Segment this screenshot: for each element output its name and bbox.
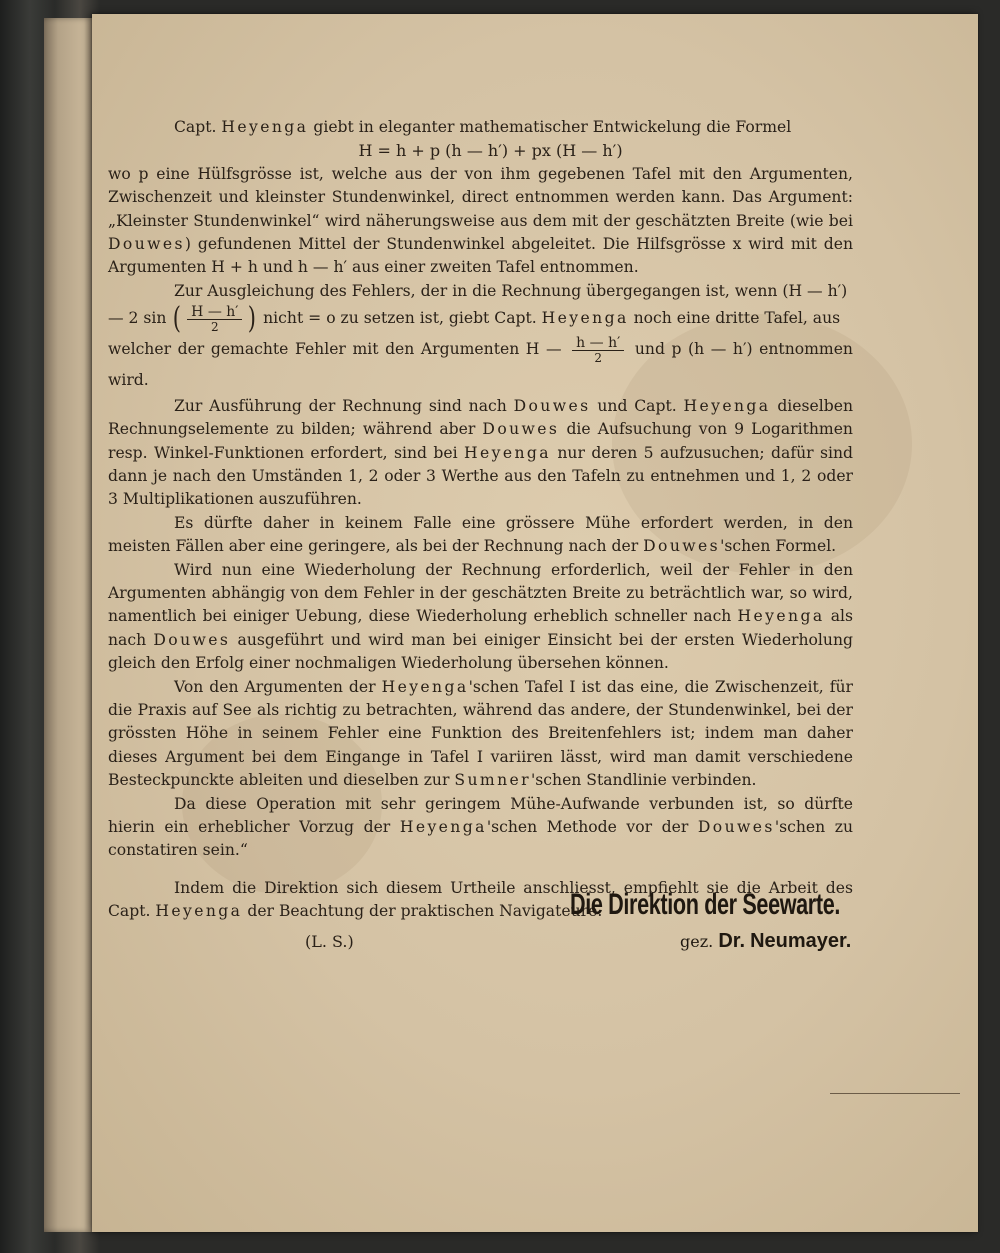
text-run: ausgeführt und wird man bei einiger Einsicht bei der ersten Wiederholung gleich den Erfolg einer nochmaligen Wiederholung übersehen können. — [108, 630, 853, 673]
fraction-1-denominator: 2 — [210, 319, 219, 334]
paragraph-3b — [108, 301, 853, 337]
spaced-name: Douwes — [482, 420, 560, 439]
paragraph-6 — [108, 559, 853, 676]
text-run: Da diese Operation mit sehr geringem Mühe-Aufwande verbunden ist, so dürfte hierin ein erheblicher Vorzug der — [108, 794, 853, 837]
spaced-name: Heyenga — [737, 607, 825, 626]
text-run: und Capt. — [590, 396, 684, 415]
spaced-name: Douwes — [153, 630, 231, 649]
text-run: 'schen Tafel I ist das eine, die Zwischenzeit, für die Praxis auf See als richtig zu betrachten, während das andere, der Stundenwinkel, bei der grössten Höhe in seinem Fehler eine Funktion des Breitenfehlers ist; indem man daher dieses Argument bei dem Eingange in Tafel I variiren lässt, wird man damit verschiedene Besteckpunckte ableiten und dieselben zur — [108, 677, 853, 790]
dr-title: Dr. — [718, 930, 746, 952]
spaced-name: Douwes — [108, 235, 185, 254]
text-run: 'schen Formel. — [720, 537, 837, 556]
text-run: Es dürfte daher in keinem Falle eine grössere Mühe erfordert werden, in den meisten Fällen aber eine geringere, als bei der Rechnung nach der — [108, 513, 853, 556]
text-run: ) gefundenen Mittel der Stundenwinkel abgeleitet. Die Hilfsgrösse x wird mit den Argumenten H + h und h — h′ aus einer zweiten Tafel entnommen. — [108, 235, 853, 277]
signature-block — [570, 888, 890, 953]
spaced-name: Heyenga — [399, 818, 487, 837]
text-run: wo p eine Hülfsgrösse ist, welche aus der von ihm gegebenen Tafel mit den Argumenten, Zwischenzeit und kleinster Stundenwinkel, direct entnommen werden kann. Das Argument: „Kleinster Stundenwinkel“ wird näherungsweise aus dem mit der geschätzten Breite (wie bei — [108, 164, 853, 230]
fraction-2 — [572, 336, 624, 365]
paragraph-3a: Zur Ausgleichung des Fehlers, der in die Rechnung übergegangen ist, wenn (H — h′) — [174, 281, 848, 300]
formula-main: H = h + p (h — h′) + px (H — h′) — [358, 141, 623, 161]
text-run: giebt in eleganter mathematischer Entwickelung die Formel — [308, 118, 792, 136]
closing-rule — [830, 1093, 960, 1094]
signatory-name: Neumayer. — [750, 930, 852, 952]
text-run: 'schen zu constatiren sein.“ — [108, 818, 853, 860]
spaced-name: Douwes — [697, 818, 775, 837]
p3b-suffix-1: nicht = o zu setzen ist, giebt Capt. — [258, 309, 542, 328]
gez-label: gez. — [680, 932, 714, 951]
text-run: Wird nun eine Wiederholung der Rechnung erforderlich, weil der Fehler in den Argumenten abhängig von dem Fehler in der geschätzten Breite zu beträchtlich war, so wird, namentlich bei einiger Uebung, diese Wiederholung erheblich schneller nach — [108, 560, 853, 626]
p3c-prefix: welcher der gemachte Fehler mit den Argumenten H — — [108, 340, 562, 359]
spaced-name: Heyenga — [221, 118, 309, 136]
spaced-name: Heyenga — [464, 443, 551, 462]
paragraph-5 — [108, 512, 853, 559]
text-run: Capt. — [174, 118, 222, 136]
fraction-1 — [187, 305, 242, 334]
spaced-name: Douwes — [643, 537, 721, 556]
signature-title: Die Direktion der Seewarte. — [570, 888, 840, 921]
p3c-suffix: und p (h — h′) entnommen wird. — [108, 340, 853, 389]
text-run: die Aufsuchung von 9 Logarithmen resp. Winkel-Funktionen erfordert, sind bei — [108, 420, 853, 462]
paragraph-3c — [108, 334, 853, 395]
paragraph-2 — [108, 163, 853, 280]
spaced-name: Heyenga — [683, 396, 771, 415]
fraction-2-denominator: 2 — [594, 350, 603, 365]
paragraph-7 — [108, 676, 853, 793]
text-run: Von den Argumenten der — [174, 677, 382, 696]
text-run: als nach — [108, 607, 853, 649]
fraction-1-numerator: H — h′ — [187, 305, 242, 320]
spaced-name: Sumner — [454, 771, 532, 790]
text-run: 'schen Standlinie verbinden. — [531, 771, 757, 790]
text-run: Indem die Direktion sich diesem Urtheile anschliesst, empfiehlt sie die Arbeit des Capt. — [108, 878, 853, 921]
left-page-edge — [44, 18, 96, 1232]
p3b-prefix: — 2 sin — [108, 309, 167, 328]
p3b-suffix-2: noch eine dritte Tafel, aus — [628, 309, 841, 328]
text-run: 'schen Methode vor der — [486, 818, 698, 837]
spaced-name: Heyenga — [381, 677, 469, 696]
p3b-heyenga: Heyenga — [541, 309, 629, 328]
text-run: nur deren 5 aufzusuchen; dafür sind dann je nach den Umständen 1, 2 oder 3 Werthe aus den Tafeln zu entnehmen und 1, 2 oder 3 Multiplikationen auszuführen. — [108, 443, 854, 509]
text-run: Zur Ausführung der Rechnung sind nach — [174, 396, 514, 415]
paren-open: ( — [173, 301, 182, 337]
fraction-2-numerator: h — h′ — [572, 336, 624, 351]
spaced-name: Douwes — [513, 396, 591, 415]
body-text — [108, 116, 853, 924]
paragraph-4 — [108, 395, 853, 512]
text-run: der Beachtung der praktischen Navigateure. — [242, 902, 603, 921]
seal-mark: (L. S.) — [305, 932, 354, 951]
paren-close: ) — [248, 301, 257, 337]
text-run: dieselben Rechnungselemente zu bilden; während aber — [108, 396, 853, 439]
signature-name-line — [680, 930, 890, 953]
paragraph-8 — [108, 793, 853, 863]
paragraph-gap — [108, 863, 853, 877]
spaced-name: Heyenga — [155, 902, 243, 921]
paragraph-1 — [108, 116, 853, 139]
